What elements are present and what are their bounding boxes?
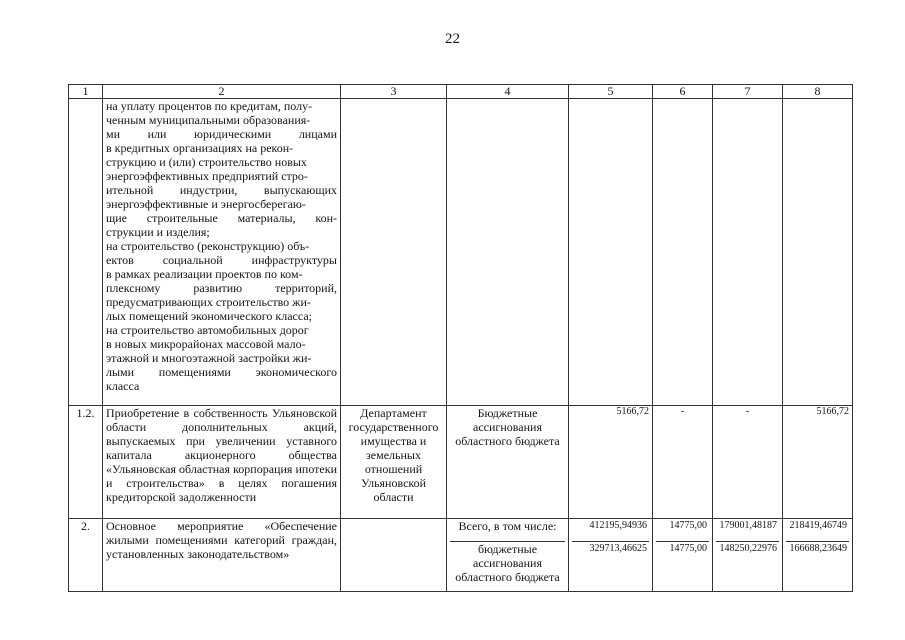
text-line: струкции и изделия; [106,225,210,239]
text-line: предусматривающих строительство жи- [106,295,311,309]
executor: Департамент государственного имущества и земельных отношений Ульяновской области [341,406,447,519]
text-line: энергоэффективных предприятий стро- [106,169,308,183]
executor-empty [341,99,447,406]
table-row-continuation [69,99,853,406]
value-col-8 [783,519,853,592]
continuation-text [103,99,341,406]
header-cell: 5 [569,85,653,99]
text-line: на строительство автомобильных дорог [106,323,309,337]
text-line: ительной индустрии, выпускающих [106,183,337,197]
text-line: класса [106,379,140,393]
text-line: ектов социальной инфраструктуры [106,253,337,267]
value-budget: 329713,46625 [589,543,647,554]
text-line: энергоэффективные и энергосберегаю- [106,197,306,211]
value-total: 14775,00 [656,519,709,542]
value-empty [569,99,653,406]
header-cell: 7 [713,85,783,99]
row-number-empty [69,99,103,406]
value-budget: 14775,00 [669,543,707,554]
header-cell: 4 [447,85,569,99]
header-cell: 8 [783,85,853,99]
value-col-6: - [653,406,713,519]
text-line: в новых микрорайонах массовой мало- [106,337,306,351]
text-line: лых помещений экономического класса; [106,309,313,323]
text-line: ми или юридическими лицами [106,127,337,141]
value-budget: 166688,23649 [789,543,847,554]
value-col-6 [653,519,713,592]
value-total: 218419,46749 [786,519,849,542]
budget-table [68,84,853,592]
value-col-8: 5166,72 [783,406,853,519]
text-line: на строительство (реконструкцию) объ- [106,239,310,253]
value-budget: 148250,22976 [719,543,777,554]
text-line: в кредитных организациях на рекон- [106,141,294,155]
value-empty [713,99,783,406]
funding-source-total: Всего, в том числе: [450,519,565,542]
header-row [69,85,853,99]
header-cell: 2 [103,85,341,99]
header-cell: 1 [69,85,103,99]
row-number: 1.2. [69,406,103,519]
text-line: щие строительные материалы, кон- [106,211,337,225]
funding-source-budget: бюджетные ассигнования областного бюджета [455,542,560,584]
text-line: этажной и многоэтажной застройки жи- [106,351,312,365]
text-line: плексному развитию территорий, [106,281,337,295]
value-col-5: 5166,72 [569,406,653,519]
text-line: струкцию и (или) строительство новых [106,155,307,169]
executor [341,519,447,592]
funding-source: Бюджетные ассигнования областного бюджета [447,406,569,519]
header-cell: 6 [653,85,713,99]
funding-source-split [447,519,569,592]
value-empty [653,99,713,406]
text-line: ченным муниципальными образования- [106,113,311,127]
header-cell: 3 [341,85,447,99]
value-total: 412195,94936 [572,519,649,542]
value-col-5 [569,519,653,592]
measure-description: Приобретение в собственность Ульяновской области дополнительных акций, выпускаемых при увеличении уставного капитала акционерного общества «Ульяновская областная корпорация ипотеки и строительства» в целях погашения кредиторской задолженности [103,406,341,519]
table-row-1-2 [69,406,853,519]
measure-description: Основное мероприятие «Обеспечение жилыми помещениями категорий граждан, установленных законодательством» [103,519,341,592]
text-line: на уплату процентов по кредитам, полу- [106,99,313,113]
value-col-7: - [713,406,783,519]
page-number: 22 [445,31,460,47]
row-number: 2. [69,519,103,592]
table-row-2 [69,519,853,592]
text-line: лыми помещениями экономического [106,365,337,379]
value-total: 179001,48187 [716,519,779,542]
value-col-7 [713,519,783,592]
source-empty [447,99,569,406]
value-empty [783,99,853,406]
text-line: в рамках реализации проектов по ком- [106,267,303,281]
